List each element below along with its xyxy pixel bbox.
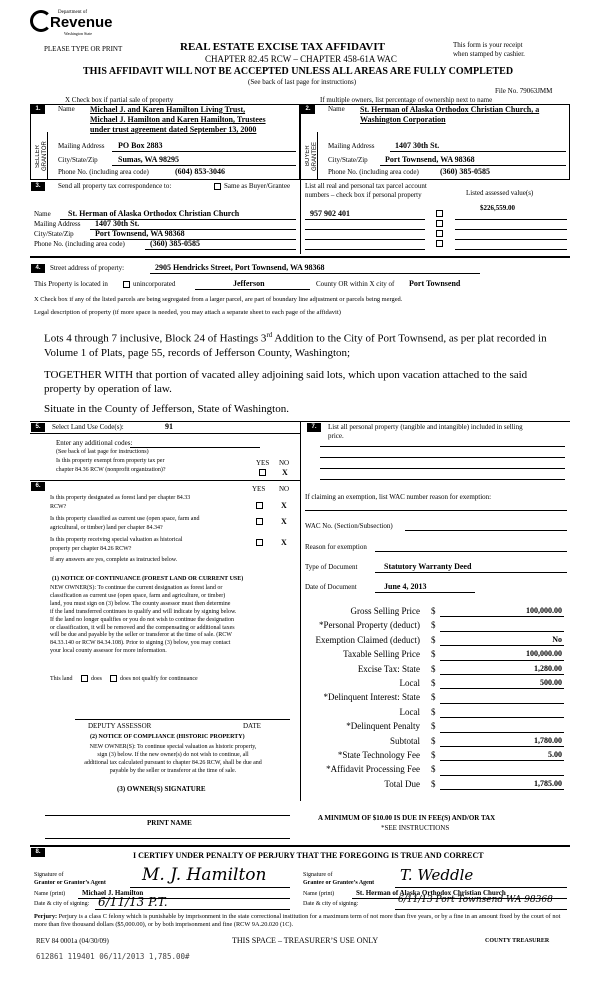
forest-no-header: NO	[279, 485, 290, 493]
doc-type[interactable]: Statutory Warranty Deed	[384, 562, 472, 571]
seller-name-3[interactable]: under trust agreement dated September 13, 2000	[90, 125, 257, 134]
section-7-number: 7.	[307, 423, 321, 432]
grantee-date-label: Date & city of signing:	[303, 901, 359, 907]
seller-side-label: SELLER GRANTOR	[35, 141, 48, 171]
notice1-line: your local county assessor for more information.	[50, 648, 167, 655]
legal-description-3: Situate in the County of Jefferson, State of Washington.	[44, 403, 289, 415]
city-name[interactable]: Port Townsend	[409, 279, 461, 288]
forest-q2a: Is this property classified as current use (open space, farm and	[50, 516, 200, 522]
calc-row	[300, 762, 570, 776]
form-title: REAL ESTATE EXCISE TAX AFFIDAVIT	[180, 41, 385, 53]
grantor-signature[interactable]: M. J. Hamilton	[142, 865, 267, 885]
print-name-label: PRINT NAME	[147, 819, 192, 827]
personal-property-label-2: price.	[328, 432, 344, 440]
grantee-sig-label-1: Signature of	[303, 872, 333, 878]
doc-date[interactable]: June 4, 2013	[384, 582, 427, 591]
parcel-personal-checkbox-1[interactable]	[436, 210, 443, 217]
calc-row-label: Gross Selling Price	[350, 606, 420, 616]
assessor-date-label: DATE	[243, 722, 261, 730]
buyer-city[interactable]: Port Townsend, WA 98368	[385, 155, 475, 164]
does-not-qualify-checkbox[interactable]	[110, 675, 117, 682]
seller-name-1[interactable]: Michael J. and Karen Hamilton Living Trust,	[90, 105, 246, 114]
receipt-note-2: when stamped by cashier.	[453, 50, 525, 58]
calc-row	[300, 690, 570, 704]
forest-q3-yes-checkbox[interactable]	[256, 539, 263, 546]
notice2-line: payable by the seller or transferor at the time of sale.	[109, 768, 237, 774]
dor-logo	[30, 8, 113, 38]
forest-q2b: agricultural, or timber) land per chapter 84.34?	[50, 525, 163, 531]
calc-row-label: Total Due	[384, 778, 420, 789]
calc-row	[300, 705, 570, 719]
corr-mailing[interactable]: 1407 30th St.	[95, 219, 140, 228]
calc-row-label: *State Technology Fee	[337, 750, 420, 760]
notice1-line: or classification, it will be removed and the compensating or additional taxes	[50, 624, 235, 631]
calc-row-label: Local	[399, 678, 420, 688]
correspondence-label: Send all property tax correspondence to:	[58, 182, 172, 190]
parcel-label-2: numbers – check box if personal property	[305, 191, 422, 199]
exempt-yes-header: YES	[256, 459, 270, 467]
assessed-label: Listed assessed value(s)	[466, 189, 534, 197]
buyer-name-1[interactable]: St. Herman of Alaska Orthodox Christian Church, a	[360, 105, 540, 114]
grantor-date-label: Date & city of signing:	[34, 901, 90, 907]
unincorporated-label: unincorporated	[133, 280, 176, 288]
calc-row-currency: $	[431, 606, 436, 616]
logo-name: Revenue	[50, 14, 113, 31]
revision-number: REV 84 0001a (04/30/09)	[36, 937, 109, 945]
seller-mailing-label: Mailing Address	[58, 142, 105, 150]
additional-codes-label: Enter any additional codes:	[56, 439, 133, 447]
calc-row-label: *Delinquent Penalty	[346, 721, 420, 732]
corr-city[interactable]: Port Townsend, WA 98368	[95, 229, 185, 238]
located-label: This Property is located in	[34, 280, 108, 288]
seller-city[interactable]: Sumas, WA 98295	[118, 155, 179, 164]
print-note: PLEASE TYPE OR PRINT	[44, 45, 123, 53]
buyer-city-label: City/State/Zip	[328, 156, 368, 164]
grantor-sig-label-2: Grantor or Grantor’s Agent	[34, 880, 106, 886]
partial-sale-checkbox[interactable]: X Check box if partial sale of property	[65, 96, 174, 104]
forest-q1-no-mark[interactable]: X	[281, 501, 287, 510]
section-3-number: 3.	[31, 182, 45, 191]
seller-mailing[interactable]: PO Box 2883	[118, 141, 163, 150]
unincorporated-checkbox[interactable]	[123, 281, 130, 288]
notice1-line: land, you must sign on (3) below. The county assessor must then determine	[50, 600, 231, 607]
calc-row-value[interactable]: 500.00	[540, 678, 562, 687]
cashier-stamp: 612861 119401 06/11/2013 1,785.00#	[36, 952, 190, 961]
corr-name-label: Name	[34, 210, 51, 218]
personal-property-label-1: List all personal property (tangible and intangible) included in selling	[328, 423, 523, 431]
legal-description-2: TOGETHER WITH that portion of vacated alley adjoining said lots, which upon vacation attached to the said property by operation of law.	[44, 369, 528, 395]
segregated-checkbox[interactable]: X Check box if any of the listed parcels are being segregated from a larger parcel, are part of boundary line adjustment or parcels being merged.	[34, 296, 403, 303]
forest-if-yes: If any answers are yes, complete as instructed below.	[50, 557, 178, 563]
county-or-label: County OR within X city of	[316, 280, 395, 288]
buyer-phone-label: Phone No. (including area code)	[328, 168, 419, 176]
corr-mailing-label: Mailing Address	[34, 220, 81, 228]
notice1-line: will be due and payable by the seller or transferor at the time of sale. (RCW	[50, 632, 232, 639]
calc-row-label: Exemption Claimed (deduct)	[315, 634, 420, 645]
calc-row-value[interactable]: No	[552, 634, 562, 644]
parcel-personal-checkbox-3[interactable]	[436, 230, 443, 237]
notice2-body	[48, 743, 298, 775]
calc-row-value[interactable]: 1,785.00	[534, 778, 562, 788]
logo-swoosh-icon	[30, 10, 52, 32]
grantor-sig-label-1: Signature of	[34, 872, 64, 878]
corr-phone[interactable]: (360) 385-0585	[150, 239, 200, 248]
calc-row	[300, 734, 570, 748]
calc-row	[300, 618, 570, 632]
calc-row-currency: $	[431, 764, 436, 775]
owner-signature-label: (3) OWNER(S) SIGNATURE	[117, 785, 206, 793]
grantor-name-label: Name (print)	[34, 891, 66, 897]
calc-row-currency: $	[431, 649, 436, 660]
calc-row	[300, 676, 570, 690]
calc-row-value[interactable]: 100,000.00	[526, 606, 562, 615]
notice1-line: If the land no longer qualifies or you do not wish to continue the designation	[50, 616, 234, 623]
notice1-line: 84.33.140 or RCW 84.34.108). Prior to signing (3) below, you may contact	[50, 640, 231, 647]
deputy-assessor-label: DEPUTY ASSESSOR	[88, 722, 152, 730]
forest-q1b: RCW?	[50, 504, 67, 510]
notice1-line: if the land transferred continues to qualify and will indicate by signing below.	[50, 608, 237, 615]
section-6-number: 6.	[31, 482, 45, 491]
reason-label: Reason for exemption	[305, 543, 367, 551]
calc-row	[300, 633, 570, 647]
forest-q3b: property per chapter 84.26 RCW?	[50, 546, 132, 552]
exempt-yes-checkbox[interactable]	[259, 469, 266, 476]
notice2-title: (2) NOTICE OF COMPLIANCE (HISTORIC PROPERTY)	[90, 734, 245, 740]
buyer-side-label: BUYER GRANTEE	[305, 141, 318, 171]
calc-row-currency: $	[431, 620, 436, 631]
corr-phone-label: Phone No. (including area code)	[34, 240, 125, 248]
grantee-sig-label-2: Grantee or Grantee’s Agent	[303, 880, 375, 886]
calc-row-currency: $	[431, 706, 436, 717]
forest-q2-no-mark[interactable]: X	[281, 517, 287, 526]
calc-row-currency: $	[431, 735, 436, 746]
calc-row	[300, 719, 570, 733]
forest-q3a: Is this property receiving special valuation as historical	[50, 537, 183, 543]
legal-1a: Lots 4 through 7 inclusive, Block 24 of Hastings 3	[44, 332, 267, 345]
seller-city-label: City/State/Zip	[58, 156, 98, 164]
this-land-label: This land	[50, 676, 73, 682]
calc-row-label: Subtotal	[389, 735, 420, 746]
legal-1-sup: rd	[266, 331, 273, 339]
calc-row-currency: $	[431, 721, 436, 732]
treasurer-space-label: THIS SPACE – TREASURER’S USE ONLY	[232, 936, 379, 945]
calc-row	[300, 647, 570, 661]
section-4-number: 4.	[31, 264, 45, 273]
grantor-date[interactable]: 6/11/13 P.T.	[98, 895, 168, 909]
corr-name[interactable]: St. Herman of Alaska Orthodox Christian Church	[68, 209, 240, 218]
calc-row-label: *Delinquent Interest: State	[323, 692, 420, 703]
corr-city-label: City/State/Zip	[34, 230, 74, 238]
logo-dept: Department of	[58, 10, 88, 15]
assessed-value[interactable]: $226,559.00	[480, 204, 515, 212]
perjury-text: Perjury is a class C felony which is punishable by imprisonment in the state correctional institution for a maximum term of not more than five years, or by a fine in an amount fixed by the court of not more than five thousand dollars ($5,000.00), or by both imprisonment and fine (RCW 9A.20.020 (1C).	[34, 913, 561, 928]
same-as-buyer-checkbox[interactable]	[214, 183, 221, 190]
same-as-buyer-label: Same as Buyer/Grantee	[224, 182, 291, 190]
parcel-number[interactable]: 957 902 401	[310, 209, 350, 218]
parcel-personal-checkbox-2[interactable]	[436, 220, 443, 227]
see-back-note: (See back of last page for instructions)	[248, 78, 357, 86]
seller-phone[interactable]: (604) 853-3046	[175, 167, 225, 176]
calc-row-value[interactable]: 100,000.00	[526, 649, 562, 659]
land-use-see-back: (See back of last page for instructions)	[56, 449, 149, 455]
forest-q1-yes-checkbox[interactable]	[256, 502, 263, 509]
doc-type-label: Type of Document	[305, 563, 358, 571]
form-warning: THIS AFFIDAVIT WILL NOT BE ACCEPTED UNLESS ALL AREAS ARE FULLY COMPLETED	[83, 66, 514, 77]
notice1-line: classification as current use (open space, farm and agriculture, or timber)	[50, 592, 226, 599]
see-instructions: *SEE INSTRUCTIONS	[381, 824, 450, 832]
calc-row-label: Taxable Selling Price	[343, 649, 420, 660]
calc-row	[300, 604, 570, 618]
calc-row-label: *Affidavit Processing Fee	[326, 764, 420, 775]
calc-row-currency: $	[431, 663, 436, 674]
calc-row-label: Excise Tax: State	[357, 663, 420, 674]
exempt-no-header: NO	[279, 459, 290, 467]
minimum-note: A MINIMUM OF $10.00 IS DUE IN FEE(S) AND/OR TAX	[318, 814, 496, 822]
legal-description-1	[44, 328, 564, 360]
exemption-claim-label: If claiming an exemption, list WAC number reason for exemption:	[305, 493, 492, 501]
section-1-number: 1.	[31, 105, 45, 114]
calc-row	[300, 748, 570, 762]
calc-row-currency: $	[431, 778, 436, 789]
seller-name-label: Name	[58, 105, 75, 113]
grantee-name[interactable]: St. Herman of Alaska Orthodox Christian Church	[356, 889, 506, 897]
grantee-signature[interactable]: T. Weddle	[400, 866, 474, 884]
notice2-line: NEW OWNER(S): To continue special valuation as historic property,	[89, 744, 257, 750]
notice2-line: additional tax calculated pursuant to chapter 84.26 RCW, shall be due and	[84, 760, 262, 766]
section-5-number: 5.	[31, 423, 45, 432]
exempt-question-2: chapter 84.36 RCW (nonprofit organization)?	[56, 467, 166, 473]
street-label: Street address of property:	[50, 264, 125, 272]
tax-calc-table	[300, 604, 570, 838]
grantor-name[interactable]: Michael J. Hamilton	[82, 889, 144, 897]
land-use-label: Select Land Use Code(s):	[52, 423, 124, 431]
buyer-name-2[interactable]: Washington Corporation	[360, 115, 446, 124]
parcel-personal-checkbox-4[interactable]	[436, 240, 443, 247]
county-name[interactable]: Jefferson	[233, 279, 265, 288]
perjury-label: Perjury:	[34, 913, 58, 920]
grantee-name-label: Name (print)	[303, 891, 335, 897]
grantee-date[interactable]: 6/11/13 Port Townsend WA 98368	[398, 895, 553, 905]
calc-row	[300, 662, 570, 676]
calc-row-currency: $	[431, 678, 436, 688]
seller-name-2[interactable]: Michael J. Hamilton and Karen Hamilton, Trustees	[90, 115, 266, 124]
receipt-note-1: This form is your receipt	[453, 41, 523, 49]
forest-q1a: Is this property designated as forest land per chapter 84.33	[50, 495, 191, 501]
calc-row-value[interactable]: 1,280.00	[534, 663, 562, 673]
street-address[interactable]: 2905 Hendricks Street, Port Townsend, WA 98368	[155, 263, 325, 272]
notice1-line: NEW OWNER(S): To continue the current designation as forest land or	[50, 585, 223, 591]
calc-row-value[interactable]: 1,780.00	[534, 735, 562, 745]
certify-title: I CERTIFY UNDER PENALTY OF PERJURY THAT THE FOREGOING IS TRUE AND CORRECT	[133, 851, 484, 860]
legal-1b: Addition to the City of Port Townsend, as per plat recorded in Volume 1 of Plats, page 55, records of Jefferson County, Washington;	[44, 332, 547, 359]
calc-row-value[interactable]: 5.00	[548, 750, 562, 759]
county-treasurer-label: COUNTY TREASURER	[485, 938, 550, 944]
land-use-code[interactable]: 91	[165, 422, 173, 431]
file-number: File No. 79063JMM	[495, 87, 553, 95]
section-2-number: 2.	[301, 105, 315, 114]
parcel-label-1: List all real and personal tax parcel account	[305, 182, 427, 190]
wac-label: WAC No. (Section/Subsection)	[305, 522, 393, 530]
buyer-phone[interactable]: (360) 385-0585	[440, 167, 490, 176]
seller-phone-label: Phone No. (including area code)	[58, 168, 149, 176]
doc-date-label: Date of Document	[305, 583, 357, 591]
section-8-number: 8.	[31, 848, 45, 857]
legal-label: Legal description of property (if more space is needed, you may attach a separate sheet to each page of the affidavit)	[34, 309, 341, 316]
logo-state: Washington State	[64, 31, 93, 36]
form-subtitle: CHAPTER 82.45 RCW – CHAPTER 458-61A WAC	[205, 54, 397, 64]
calc-row-label: Local	[399, 706, 420, 717]
perjury-statement	[34, 913, 568, 929]
forest-q2-yes-checkbox[interactable]	[256, 518, 263, 525]
does-not-label: does not qualify for continuance	[120, 676, 198, 682]
exempt-no-mark[interactable]: X	[282, 468, 288, 477]
calc-row-currency: $	[431, 634, 436, 645]
calc-row-currency: $	[431, 750, 436, 760]
buyer-name-label: Name	[328, 105, 345, 113]
exempt-question-1: Is this property exempt from property tax per	[56, 458, 165, 464]
does-qualify-checkbox[interactable]	[81, 675, 88, 682]
buyer-mailing[interactable]: 1407 30th St.	[395, 141, 440, 150]
calc-row-label: *Personal Property (deduct)	[319, 620, 420, 631]
forest-q3-no-mark[interactable]: X	[281, 538, 287, 547]
multi-owner-note: If multiple owners, list percentage of ownership next to name	[320, 96, 493, 104]
forest-yes-header: YES	[252, 485, 266, 493]
calc-row	[300, 777, 570, 791]
notice2-line: sign (3) below. If the new owner(s) do not wish to continue, all	[97, 752, 249, 758]
buyer-mailing-label: Mailing Address	[328, 142, 375, 150]
does-label: does	[91, 676, 102, 682]
notice1-title: (1) NOTICE OF CONTINUANCE (FOREST LAND OR CURRENT USE)	[52, 576, 244, 582]
notice1-body	[50, 585, 296, 656]
calc-row-currency: $	[431, 692, 436, 703]
